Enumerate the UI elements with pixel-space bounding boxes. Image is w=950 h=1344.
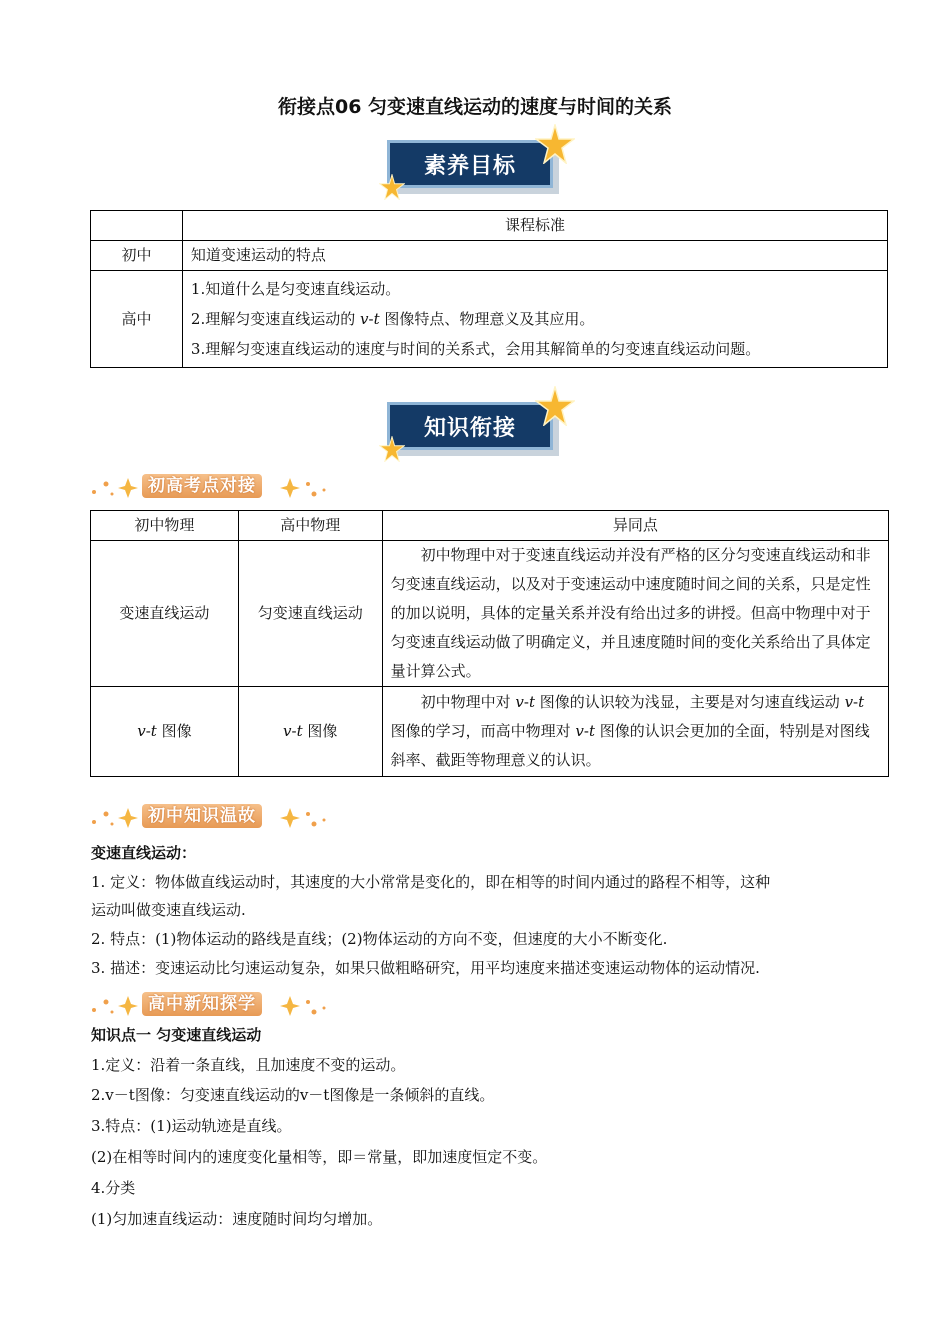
header-junior: 初中物理 bbox=[91, 511, 239, 541]
review-line-4: 3. 描述：变速运动比匀速运动复杂，如果只做粗略研究，用平均速度来描述变速运动物体的运动情况. bbox=[91, 959, 760, 977]
explore-line-6: (1)匀加速直线运动：速度随时间均匀增加。 bbox=[91, 1210, 383, 1228]
course-standard-header: 课程标准 bbox=[182, 211, 887, 241]
star-icon bbox=[535, 124, 575, 164]
standard-line-2: 2.理解匀变速直线运动的 v-t 图像特点、物理意义及其应用。 bbox=[190, 310, 595, 328]
goals-badge-label: 素养目标 bbox=[387, 140, 553, 188]
star-icon bbox=[379, 436, 405, 462]
section-compare bbox=[90, 472, 350, 502]
diff-text: 初中物理中对于变速直线运动并没有严格的区分匀变速直线运动和非匀变速直线运动，以及对于变速运动中速度随时间之间的关系，只是定性的加以说明，具体的定量关系并没有给出过多的讲授。但高中物理中对于匀变速直线运动做了明确定义，并且速度随时间的变化关系给出了具体定量计算公式。 bbox=[382, 541, 888, 687]
sparkle-icon bbox=[90, 806, 138, 830]
star-icon bbox=[535, 386, 575, 426]
section-review bbox=[90, 802, 350, 832]
explore-line-4: (2)在相等时间内的速度变化量相等，即＝常量，即加速度恒定不变。 bbox=[91, 1148, 548, 1166]
diff-text: 初中物理中对 v-t 图像的认识较为浅显，主要是对匀速直线运动 v-t 图像的学习，而高中物理对 v-t 图像的认识会更加的全面，特别是对图线斜率、截距等物理意义的认识。 bbox=[382, 687, 888, 777]
review-line-1: 1. 定义：物体做直线运动时，其速度的大小常常是变化的，即在相等的时间内通过的路程不相等，这种 bbox=[91, 873, 771, 891]
compare-table bbox=[90, 510, 889, 777]
goals-badge bbox=[383, 136, 573, 200]
sparkle-icon bbox=[90, 994, 138, 1018]
explore-line-2: 2.v－t图像：匀变速直线运动的v－t图像是一条倾斜的直线。 bbox=[91, 1086, 495, 1104]
section-explore-label: 高中新知探学 bbox=[142, 992, 262, 1016]
header-senior: 高中物理 bbox=[238, 511, 382, 541]
senior-standards bbox=[182, 271, 887, 368]
senior-topic: 匀变速直线运动 bbox=[238, 541, 382, 687]
senior-topic: v-t 图像 bbox=[238, 687, 382, 777]
page-title: 衔接点06 匀变速直线运动的速度与时间的关系 bbox=[277, 96, 673, 118]
standard-line-3: 3.理解匀变速直线运动的速度与时间的关系式，会用其解简单的匀变速直线运动问题。 bbox=[190, 340, 761, 358]
star-icon bbox=[379, 174, 405, 200]
explore-heading: 知识点一 匀变速直线运动 bbox=[91, 1026, 262, 1044]
explore-line-1: 1.定义：沿着一条直线，且加速度不变的运动。 bbox=[91, 1056, 406, 1074]
review-heading: 变速直线运动： bbox=[91, 844, 197, 862]
course-standard-table bbox=[90, 210, 888, 368]
explore-line-5: 4.分类 bbox=[91, 1179, 136, 1197]
junior-standard: 知道变速运动的特点 bbox=[182, 241, 887, 271]
review-line-2: 运动叫做变速直线运动. bbox=[91, 901, 246, 919]
sparkle-icon bbox=[280, 476, 328, 500]
junior-topic: 变速直线运动 bbox=[91, 541, 239, 687]
standard-line-1: 1.知道什么是匀变速直线运动。 bbox=[190, 280, 401, 298]
junior-topic: v-t 图像 bbox=[91, 687, 239, 777]
row-label-senior: 高中 bbox=[91, 271, 183, 368]
sparkle-icon bbox=[280, 806, 328, 830]
sparkle-icon bbox=[280, 994, 328, 1018]
row-label-junior: 初中 bbox=[91, 241, 183, 271]
knowledge-badge-label: 知识衔接 bbox=[387, 402, 553, 450]
table-cell-empty bbox=[91, 211, 183, 241]
knowledge-badge bbox=[383, 398, 573, 462]
section-compare-label: 初高考点对接 bbox=[142, 474, 262, 498]
review-line-3: 2. 特点：(1)物体运动的路线是直线；(2)物体运动的方向不变，但速度的大小不断变化. bbox=[91, 930, 668, 948]
sparkle-icon bbox=[90, 476, 138, 500]
explore-line-3: 3.特点：(1)运动轨迹是直线。 bbox=[91, 1117, 292, 1135]
section-explore bbox=[90, 990, 350, 1020]
header-diff: 异同点 bbox=[382, 511, 888, 541]
section-review-label: 初中知识温故 bbox=[142, 804, 262, 828]
